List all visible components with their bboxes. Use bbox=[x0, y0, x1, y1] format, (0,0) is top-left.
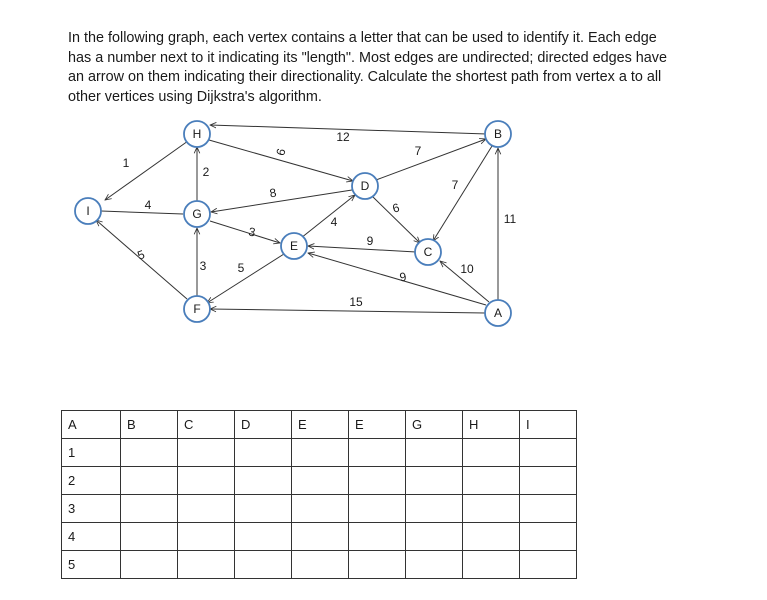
row-label: 5 bbox=[62, 551, 121, 579]
table-header-cell: H bbox=[463, 411, 520, 439]
edge-E-D bbox=[301, 195, 355, 238]
edge-weight: 5 bbox=[237, 261, 245, 275]
table-cell[interactable] bbox=[178, 523, 235, 551]
edge-H-I bbox=[105, 141, 188, 200]
edge-weight: 9 bbox=[366, 234, 374, 248]
edge-weight: 7 bbox=[414, 144, 422, 158]
question-line: an arrow on them indicating their directionality. Calculate the shortest path from vertex a to all bbox=[68, 69, 662, 85]
table-cell[interactable] bbox=[520, 551, 577, 579]
table-header-cell: C bbox=[178, 411, 235, 439]
table-cell[interactable] bbox=[349, 467, 406, 495]
edge-weight: 12 bbox=[336, 130, 350, 144]
table-cell[interactable] bbox=[406, 467, 463, 495]
question-line: other vertices using Dijkstra's algorithm. bbox=[68, 88, 322, 105]
vertex-i-label: I bbox=[86, 204, 90, 218]
table-cell[interactable] bbox=[406, 439, 463, 467]
distance-table bbox=[61, 410, 577, 579]
graph-nodes bbox=[75, 121, 511, 326]
table-cell[interactable] bbox=[463, 467, 520, 495]
table-cell[interactable] bbox=[178, 495, 235, 523]
table-cell[interactable] bbox=[292, 551, 349, 579]
table-cell[interactable] bbox=[520, 523, 577, 551]
row-label: 2 bbox=[62, 467, 121, 495]
edge-A-F bbox=[210, 309, 485, 313]
edge-B-C bbox=[433, 146, 492, 241]
edge-weight: 11 bbox=[503, 212, 517, 226]
vertex-e-label: E bbox=[289, 239, 299, 253]
table-cell[interactable] bbox=[121, 495, 178, 523]
table-cell[interactable] bbox=[520, 439, 577, 467]
table-cell[interactable] bbox=[463, 523, 520, 551]
vertex-h-label: H bbox=[192, 127, 202, 141]
table-row bbox=[62, 467, 577, 495]
table-cell[interactable] bbox=[178, 467, 235, 495]
edge-C-E bbox=[308, 246, 416, 252]
table-header-cell: B bbox=[121, 411, 178, 439]
table-row bbox=[62, 523, 577, 551]
table-header-cell: D bbox=[235, 411, 292, 439]
table-cell[interactable] bbox=[235, 439, 292, 467]
table-cell[interactable] bbox=[235, 523, 292, 551]
table-cell[interactable] bbox=[235, 495, 292, 523]
edge-weight: 7 bbox=[451, 178, 459, 192]
edge-D-B bbox=[376, 139, 486, 180]
table-cell[interactable] bbox=[292, 467, 349, 495]
edge-weight: 6 bbox=[390, 200, 402, 216]
table-cell[interactable] bbox=[406, 523, 463, 551]
edge-weight: 4 bbox=[330, 215, 338, 229]
table-cell[interactable] bbox=[121, 439, 178, 467]
edge-I-G bbox=[101, 211, 183, 214]
question-line: has a number next to it indicating its "length". Most edges are undirected; directed edges have bbox=[68, 49, 667, 66]
table-header-cell: I bbox=[520, 411, 577, 439]
question-line: In the following graph, each vertex contains a letter that can be used to identify it. Each edge bbox=[68, 30, 657, 46]
table-cell[interactable] bbox=[520, 467, 577, 495]
table-header-cell: E bbox=[292, 411, 349, 439]
table-cell[interactable] bbox=[463, 439, 520, 467]
vertex-c-label: C bbox=[423, 245, 433, 259]
edge-weight: 15 bbox=[349, 295, 363, 309]
table-cell[interactable] bbox=[235, 467, 292, 495]
table-cell[interactable] bbox=[463, 495, 520, 523]
table-row bbox=[62, 495, 577, 523]
edge-weight: 9 bbox=[398, 269, 408, 285]
edge-G-E bbox=[210, 221, 280, 243]
table-header-cell: G bbox=[406, 411, 463, 439]
table-cell[interactable] bbox=[349, 439, 406, 467]
row-label: 1 bbox=[62, 439, 121, 467]
edge-weight: 3 bbox=[199, 259, 207, 273]
table-cell[interactable] bbox=[121, 467, 178, 495]
table-cell[interactable] bbox=[349, 551, 406, 579]
vertex-g-label: G bbox=[192, 207, 202, 221]
vertex-b-label: B bbox=[493, 127, 503, 141]
table-header-cell: E bbox=[349, 411, 406, 439]
table-cell[interactable] bbox=[406, 551, 463, 579]
edge-D-G bbox=[211, 190, 352, 212]
edge-weight: 6 bbox=[273, 146, 289, 158]
table-cell[interactable] bbox=[235, 551, 292, 579]
row-label: 4 bbox=[62, 523, 121, 551]
table-cell[interactable] bbox=[349, 523, 406, 551]
table-cell[interactable] bbox=[292, 523, 349, 551]
edge-weight: 3 bbox=[247, 224, 257, 240]
table-cell[interactable] bbox=[463, 551, 520, 579]
table-cell[interactable] bbox=[292, 495, 349, 523]
edge-weight: 1 bbox=[122, 156, 130, 170]
table-cell[interactable] bbox=[178, 439, 235, 467]
edge-H-D bbox=[209, 140, 353, 181]
table-cell[interactable] bbox=[349, 495, 406, 523]
vertex-d-label: D bbox=[360, 179, 370, 193]
edge-weight: 5 bbox=[135, 247, 147, 263]
table-header-cell: A bbox=[62, 411, 121, 439]
vertex-a-label: A bbox=[493, 306, 503, 320]
table-cell[interactable] bbox=[121, 523, 178, 551]
table-cell[interactable] bbox=[121, 551, 178, 579]
table-row bbox=[62, 551, 577, 579]
edge-weight: 8 bbox=[268, 185, 278, 201]
row-label: 3 bbox=[62, 495, 121, 523]
edge-weight: 4 bbox=[144, 198, 152, 212]
table-cell[interactable] bbox=[406, 495, 463, 523]
edge-weight: 2 bbox=[202, 165, 210, 179]
table-cell[interactable] bbox=[178, 551, 235, 579]
edge-E-F bbox=[207, 254, 284, 303]
table-header-row bbox=[62, 411, 577, 439]
table-cell[interactable] bbox=[292, 439, 349, 467]
table-cell[interactable] bbox=[520, 495, 577, 523]
edge-weight: 10 bbox=[460, 262, 474, 276]
table-row bbox=[62, 439, 577, 467]
edge-A-E bbox=[308, 253, 486, 305]
vertex-f-label: F bbox=[193, 302, 201, 316]
